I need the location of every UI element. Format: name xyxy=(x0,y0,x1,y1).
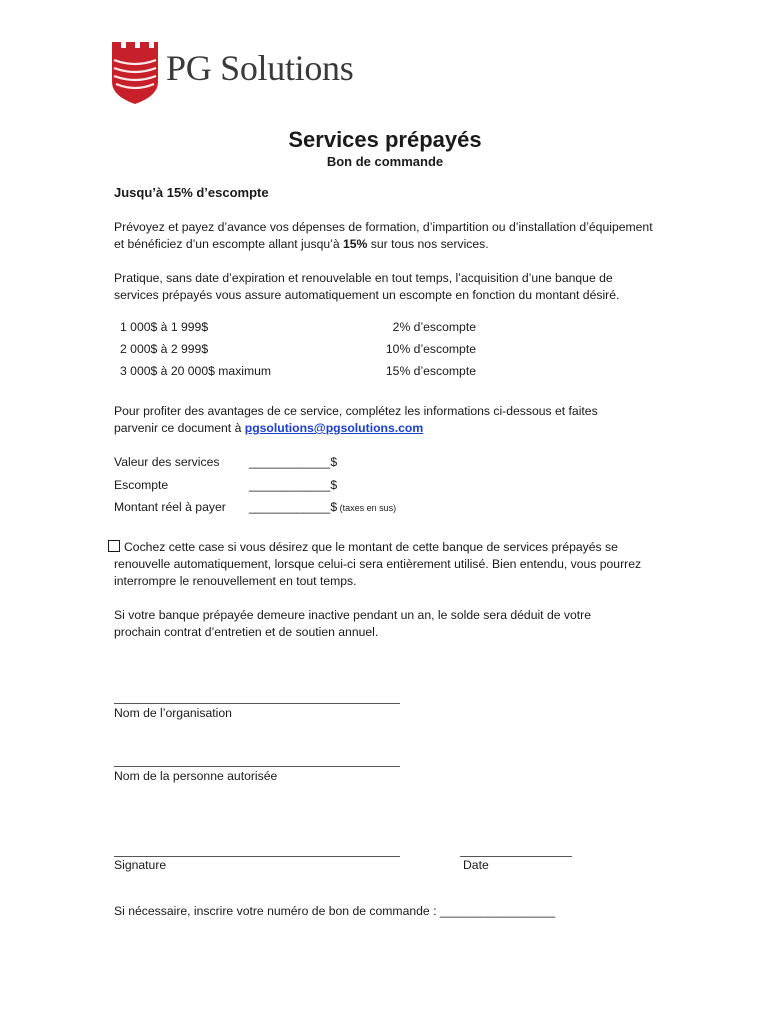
field-label-value: Valeur des services xyxy=(114,455,220,469)
rate-range: 1 000$ à 1 999$ xyxy=(120,320,209,334)
discount-heading: Jusqu’à 15% d’escompte xyxy=(114,185,269,200)
practical-paragraph: Pratique, sans date d’expiration et renouvelable en tout temps, l’acquisition d’une banque de services prépayés vous assure automatiquement un escompte en fonction du montant désiré. xyxy=(114,271,620,302)
rate-discount: 15% d’escompte xyxy=(385,364,476,378)
intro-text-end: sur tous nos services. xyxy=(367,237,489,251)
field-blank-amount[interactable] xyxy=(249,500,396,514)
blank-line: ____________$ xyxy=(249,455,338,469)
field-label-discount: Escompte xyxy=(114,478,169,492)
field-blank-discount[interactable] xyxy=(249,478,337,492)
field-label-amount: Montant réel à payer xyxy=(114,500,226,514)
rate-row xyxy=(120,364,476,378)
organisation-label: Nom de l’organisation xyxy=(114,706,232,720)
date-label: Date xyxy=(463,858,489,872)
person-label: Nom de la personne autorisée xyxy=(114,769,278,783)
rate-range: 2 000$ à 2 999$ xyxy=(120,342,209,356)
intro-text: Prévoyez et payez d’avance vos dépenses de formation, d’impartition ou d’installation d’équipement et bénéficiez d’un escompte allant jusqu’à xyxy=(114,220,653,251)
po-number-row xyxy=(114,903,674,920)
instructions-text: Pour profiter des avantages de ce service, complétez les informations ci-dessous et faites parvenir ce document à xyxy=(114,404,598,435)
instructions-paragraph xyxy=(114,403,634,437)
rate-discount: 10% d’escompte xyxy=(385,342,476,356)
intro-paragraph xyxy=(114,219,654,253)
organisation-line[interactable] xyxy=(114,703,400,704)
blank-line: ____________$ xyxy=(249,500,338,514)
signature-line[interactable] xyxy=(114,856,400,857)
po-number-label: Si nécessaire, inscrire votre numéro de bon de commande : xyxy=(114,904,440,918)
person-line[interactable] xyxy=(114,766,400,767)
rate-discount: 2% d’escompte xyxy=(392,320,476,334)
signature-label: Signature xyxy=(114,858,167,872)
field-blank-value[interactable] xyxy=(249,455,337,469)
auto-renew-text: Cochez cette case si vous désirez que le montant de cette banque de services prépayés se renouvelle automatiquement, lorsque celui-ci sera entièrement utilisé. Bien entendu, vous pourrez interrompre le renouvellement en tout temps. xyxy=(114,540,642,588)
date-line[interactable] xyxy=(460,856,572,857)
po-number-blank[interactable]: _________________ xyxy=(439,904,556,918)
rate-range: 3 000$ à 20 000$ maximum xyxy=(120,364,272,378)
rate-row xyxy=(120,320,476,334)
brand-name: PG Solutions xyxy=(166,48,354,88)
email-link[interactable]: pgsolutions@pgsolutions.com xyxy=(244,421,424,435)
taxes-note: (taxes en sus) xyxy=(337,503,397,513)
page-title: Services prépayés xyxy=(288,127,482,152)
castle-logo-icon xyxy=(112,42,158,104)
inactive-paragraph: Si votre banque prépayée demeure inactive pendant un an, le solde sera déduit de votre prochain contrat d’entretien et de soutien annuel. xyxy=(114,608,591,639)
rate-row xyxy=(120,342,476,356)
page-subtitle: Bon de commande xyxy=(326,154,444,169)
blank-line: ____________$ xyxy=(249,478,338,492)
intro-bold-percent: 15% xyxy=(343,237,368,251)
